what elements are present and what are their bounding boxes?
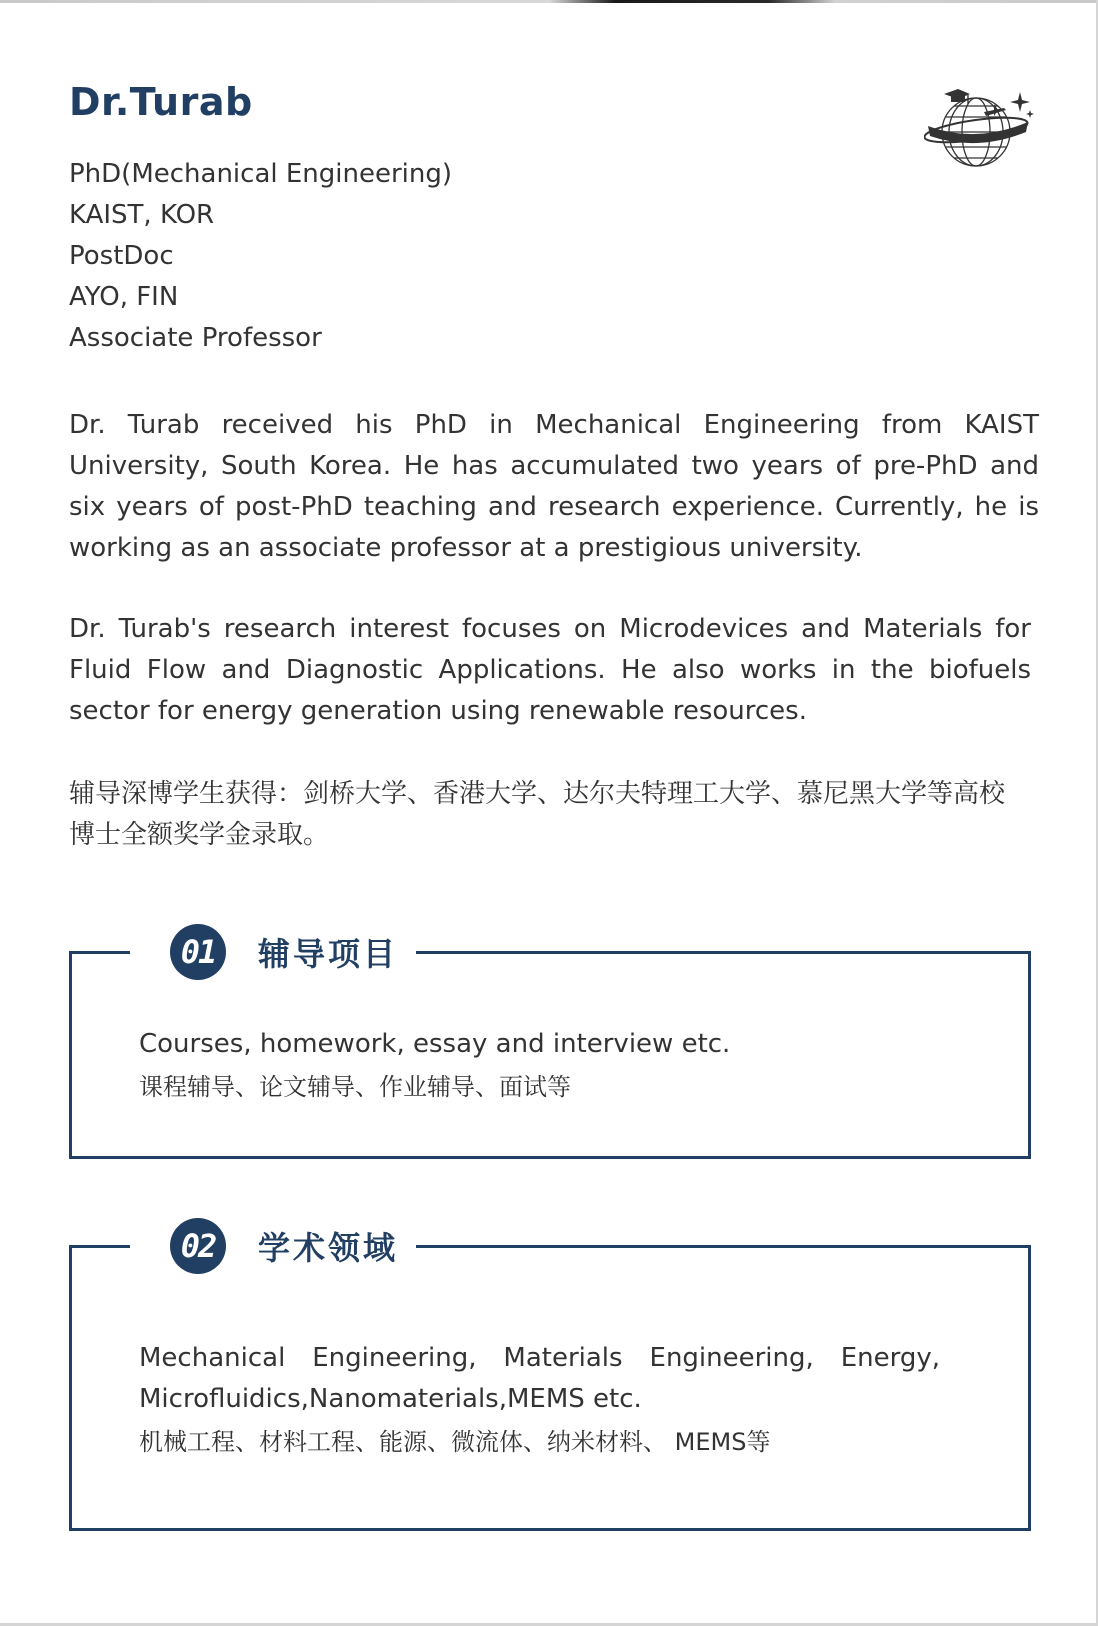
section-english-text: Mechanical Engineering, Materials Engineering, Energy, Microfluidics,Nanomaterials,MEMS etc. xyxy=(139,1343,940,1414)
section-number-badge: 02 xyxy=(170,1218,226,1274)
profile-name: Dr.Turab xyxy=(69,80,253,124)
credential-postdoc-institution: AYO, FIN xyxy=(69,282,179,312)
bio-paragraph-research: Dr. Turab's research interest focuses on Microdevices and Materials for Fluid Flow and Diagnostic Applications. He also works in the biofuels sector for energy generation using renewable resources. xyxy=(69,614,1031,726)
section-tutoring-services xyxy=(69,933,1031,1159)
credential-degree: PhD(Mechanical Engineering) xyxy=(69,159,453,189)
bio-paragraph-achievements: 辅导深博学生获得：剑桥大学、香港大学、达尔夫特理工大学、慕尼黑大学等高校博士全额奖学金录取。 xyxy=(69,779,1006,850)
credential-position: Associate Professor xyxy=(69,323,322,353)
section-chinese-text: 课程辅导、论文辅导、作业辅导、面试等 xyxy=(139,1073,571,1101)
section-header xyxy=(130,922,416,982)
section-english-text: Courses, homework, essay and interview etc. xyxy=(139,1029,731,1059)
section-header xyxy=(130,1216,416,1276)
bio-paragraph-education: Dr. Turab received his PhD in Mechanical Engineering from KAIST University, South Korea. He has accumulated two years of pre-PhD and six years of post-PhD teaching and research experience. Currently, he is working as an associate professor at a prestigious university. xyxy=(69,410,1039,563)
credential-postdoc: PostDoc xyxy=(69,241,174,271)
credentials-list xyxy=(69,154,452,359)
section-title: 学术领域 xyxy=(258,1229,399,1267)
section-academic-fields xyxy=(69,1227,1031,1531)
section-title: 辅导项目 xyxy=(258,935,399,973)
section-number-badge: 01 xyxy=(170,924,226,980)
credential-degree-institution: KAIST, KOR xyxy=(69,200,215,230)
section-body xyxy=(139,1024,940,1109)
top-edge-shadow xyxy=(0,0,1098,3)
section-body xyxy=(139,1338,940,1464)
edventure-abroad-logo-icon xyxy=(924,86,1036,172)
section-chinese-text: 机械工程、材料工程、能源、微流体、纳米材料、 MEMS等 xyxy=(139,1428,771,1456)
